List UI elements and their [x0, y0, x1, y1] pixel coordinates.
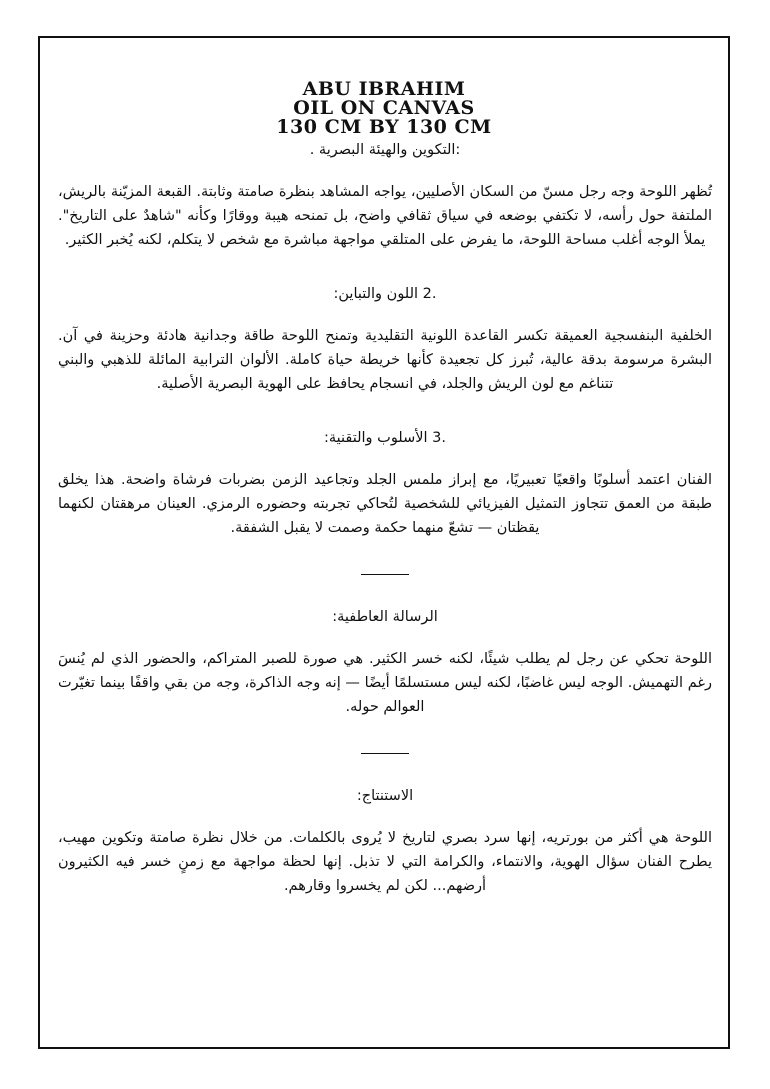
- section-heading-color: .2 اللون والتباين:: [333, 286, 437, 302]
- document-body: [58, 138, 712, 898]
- section-heading-composition: :التكوين والهيئة البصرية .: [309, 142, 461, 158]
- section-heading-conclusion: الاستنتاج:: [356, 788, 414, 804]
- section-body-color: الخلفية البنفسجية العميقة تكسر القاعدة اللونية التقليدية وتمنح اللوحة طاقة وجدانية هادئة وحزينة في آن. البشرة مرسومة بدقة عالية، تُبرز كل تجعيدة كأنها خريطة حياة كاملة. الألوان الترابية المائلة للذهبي والبني تتناغم مع لون الريش والجلد، في انسجام يحافظ على الهوية البصرية الأصلية.: [58, 328, 712, 392]
- section-heading-message: الرسالة العاطفية:: [332, 609, 438, 625]
- artwork-medium: OIL ON CANVAS: [293, 97, 475, 119]
- artwork-dimensions: 130 CM BY 130 CM: [276, 116, 492, 138]
- section-heading-style: .3 الأسلوب والتقنية:: [323, 430, 447, 446]
- section-body-conclusion: اللوحة هي أكثر من بورتريه، إنها سرد بصري لتاريخ لا يُروى بالكلمات. من خلال نظرة صامتة وتكوين مهيب، يطرح الفنان سؤال الهوية، والانتماء، والكرامة التي لا تذبل. إنها لحظة مواجهة مع زمنٍ خسر فيه الكثيرون أرضهم... لكن لم يخسروا وقارهم.: [58, 830, 712, 894]
- section-body-style: الفنان اعتمد أسلوبًا واقعيًا تعبيريًا، مع إبراز ملمس الجلد وتجاعيد الزمن بضربات فرشاة واضحة. هذا يخلق طبقة من العمق تتجاوز التمثيل الفيزيائي للشخصية لتُحاكي تجربته وحضوره الرمزي. العينان مرهقتان لكنهما يقظتان — تشعّ منهما حكمة وصمت لا يقبل الشفقة.: [58, 472, 712, 536]
- section-body-composition: تُظهر اللوحة وجه رجل مسنّ من السكان الأصليين، يواجه المشاهد بنظرة صامتة وثابتة. القبعة المزيّنة بالريش، الملتفة حول رأسه، لا تكتفي بوضعه في سياق ثقافي واضح، بل تمنحه هيبة ووقارًا وكأنه "شاهدٌ على التاريخ". يملأ الوجه أغلب مساحة اللوحة، ما يفرض على المتلقي مواجهة مباشرة مع شخص لا يتكلم، لكنه يُخبر الكثير.: [58, 184, 712, 248]
- artwork-title: ABU IBRAHIM: [302, 78, 466, 100]
- section-body-message: اللوحة تحكي عن رجل لم يطلب شيئًا، لكنه خسر الكثير. هي صورة للصبر المتراكم، والحضور الذي لم يُنسَ رغم التهميش. الوجه ليس غاضبًا، لكنه ليس مستسلمًا أيضًا — إنه وجه الذاكرة، وجه من بقي واقفًا بينما تغيّرت العوالم حوله.: [58, 651, 712, 715]
- artwork-title-block: [40, 80, 728, 137]
